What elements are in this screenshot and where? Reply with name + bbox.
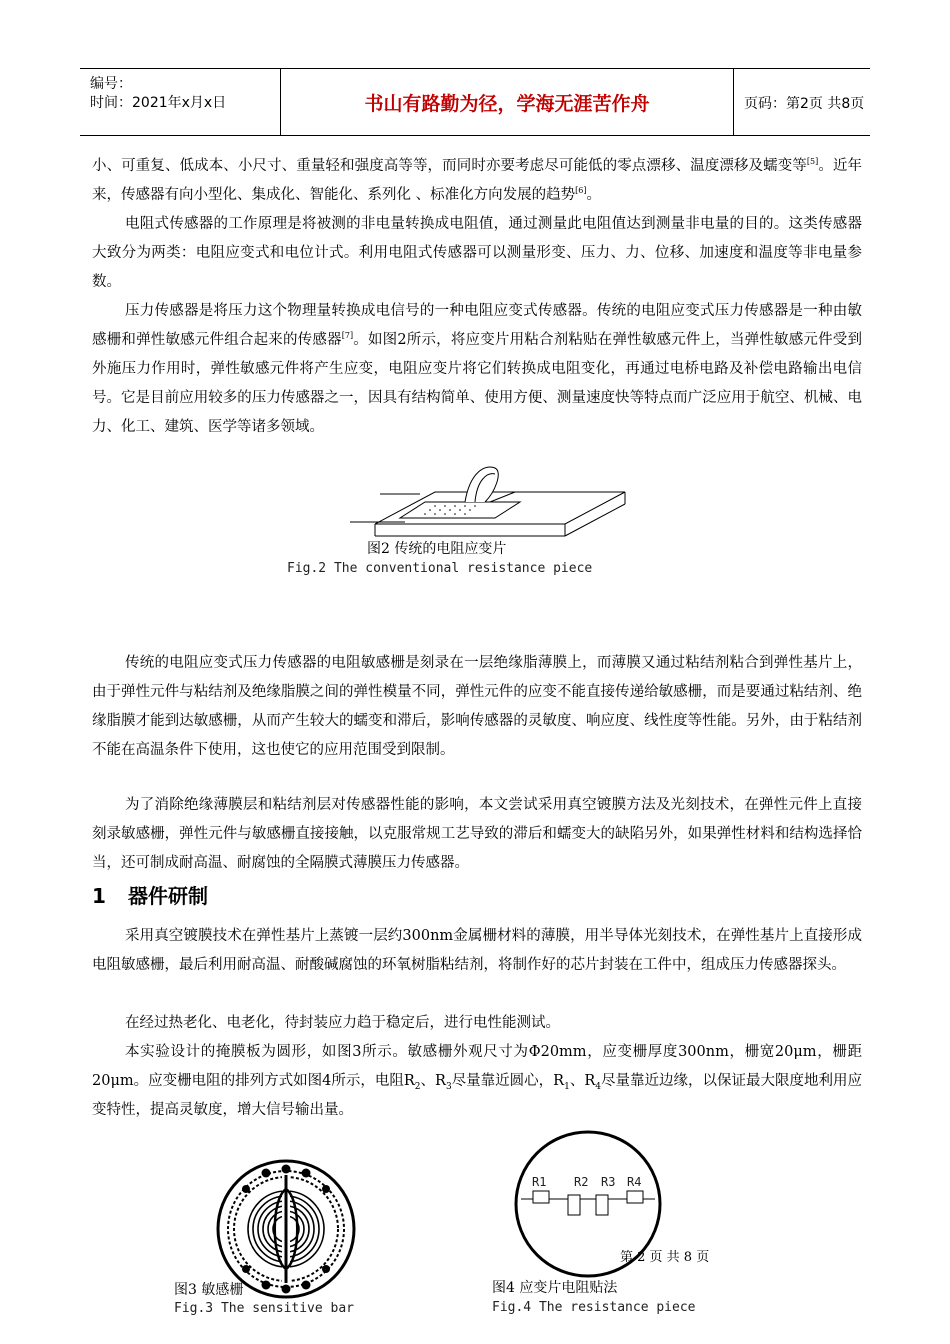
header-left (90, 75, 226, 113)
citation-7: [7] (341, 331, 354, 341)
header-time: 时间：2021年x月x日 (90, 95, 227, 111)
figure-4-caption-en: Fig.4 The resistance piece (492, 1300, 696, 1315)
figure-3-sensitive-bar-drawing (216, 1159, 356, 1299)
citation-5: [5] (806, 157, 819, 167)
page-footer: 第 2 页 共 8 页 (620, 1250, 710, 1265)
section-title: 器件研制 (128, 884, 208, 908)
paragraph-5: 为了消除绝缘薄膜层和粘结剂层对传感器性能的影响，本文尝试采用真空镀膜方法及光刻技术，在弹性元件上直接刻录敏感栅，弹性元件与敏感栅直接接触，以克服常规工艺导致的滞后和蠕变大的缺陷另外，如果弹性材料和结构选择恰当，还可制成耐高温、耐腐蚀的全隔膜式薄膜压力传感器。 (92, 797, 862, 871)
figure-4-resistance-layout-drawing (513, 1129, 663, 1259)
figure-4-caption-cn: 图4 应变片电阻贴法 (492, 1280, 618, 1296)
figure-3-caption-cn: 图3 敏感栅 (174, 1282, 244, 1298)
section-1-heading (92, 880, 208, 909)
paragraph-6: 采用真空镀膜技术在弹性基片上蒸镀一层约300nm金属栅材料的薄膜，用半导体光刻技术，在弹性基片上直接形成电阻敏感栅，最后利用耐高温、耐酸碱腐蚀的环氧树脂粘结剂，将制作好的芯片封装在工件中，组成压力传感器探头。 (92, 928, 862, 973)
paragraph-2: 电阻式传感器的工作原理是将被测的非电量转换成电阻值，通过测量此电阻值达到测量非电量的目的。这类传感器大致分为两类：电阻应变式和电位计式。利用电阻式传感器可以测量形变、压力、力、位移、加速度和温度等非电量参数。 (92, 216, 862, 290)
figure-2-caption-en: Fig.2 The conventional resistance piece (287, 561, 593, 576)
paragraph-7: 在经过热老化、电老化，待封装应力趋于稳定后，进行电性能测试。 (125, 1015, 560, 1031)
paragraph-1: 小、可重复、低成本、小尺寸、重量轻和强度高等等，而同时亦要考虑尽可能低的零点漂移、温度漂移及蠕变等[5]。近年来，传感器有向小型化、集成化、智能化、系列化 、标准化方向发展的趋势[6]。 (92, 157, 863, 203)
header-page: 页码：第2页 共8页 (744, 96, 865, 112)
paragraph-3: 压力传感器是将压力这个物理量转换成电信号的一种电阻应变式传感器。传统的电阻应变式压力传感器是一种由敏感栅和弹性敏感元件组合起来的传感器[7]。如图2所示，将应变片用粘合剂粘贴在弹性敏感元件上，当弹性敏感元件受到外施压力作用时，弹性敏感元件将产生应变，电阻应变片将它们转换成电阻变化，再通过电桥电路及补偿电路输出电信号。它是目前应用较多的压力传感器之一，因具有结构简单、使用方便、测量速度快等特点而广泛应用于航空、机械、电力、化工、建筑、医学等诸多领域。 (92, 303, 862, 435)
header-number: 编号： (90, 76, 132, 92)
paragraph-4: 传统的电阻应变式压力传感器的电阻敏感栅是刻录在一层绝缘脂薄膜上，而薄膜又通过粘结剂粘合到弹性基片上，由于弹性元件与粘结剂及绝缘脂膜之间的弹性模量不同，弹性元件的应变不能直接传递给敏感栅，而是要通过粘结剂、绝缘脂膜才能到达敏感栅，从而产生较大的蠕变和滞后，影响传感器的灵敏度、响应度、线性度等性能。另外，由于粘结剂不能在高温条件下使用，这也使它的应用范围受到限制。 (92, 655, 862, 758)
resistor-label-r1: R1 (532, 1175, 547, 1189)
resistor-label-r3: R3 (601, 1175, 616, 1189)
page-header (80, 68, 870, 136)
paragraph-8: 本实验设计的掩膜板为圆形，如图3所示。敏感栅外观尺寸为Φ20mm，应变栅厚度300nm，栅宽20μm，栅距20μm。应变栅电阻的排列方式如图4所示，电阻$R_2$、$R_3$尽量靠近圆心，$R_1$、$R_4$尽量靠近边缘，以保证最大限度地利用应变特性，提高灵敏度，增大信号输出量。 (92, 1044, 862, 1118)
resistor-label-r2: R2 (574, 1175, 589, 1189)
section-number: 1 (92, 884, 106, 908)
figure-3-caption-en: Fig.3 The sensitive bar (174, 1301, 355, 1316)
figure-2-caption-cn: 图2 传统的电阻应变片 (367, 541, 507, 557)
resistor-label-r4: R4 (627, 1175, 642, 1189)
header-motto: 书山有路勤为径，学海无涯苦作舟 (280, 69, 734, 135)
citation-6: [6] (575, 186, 587, 196)
